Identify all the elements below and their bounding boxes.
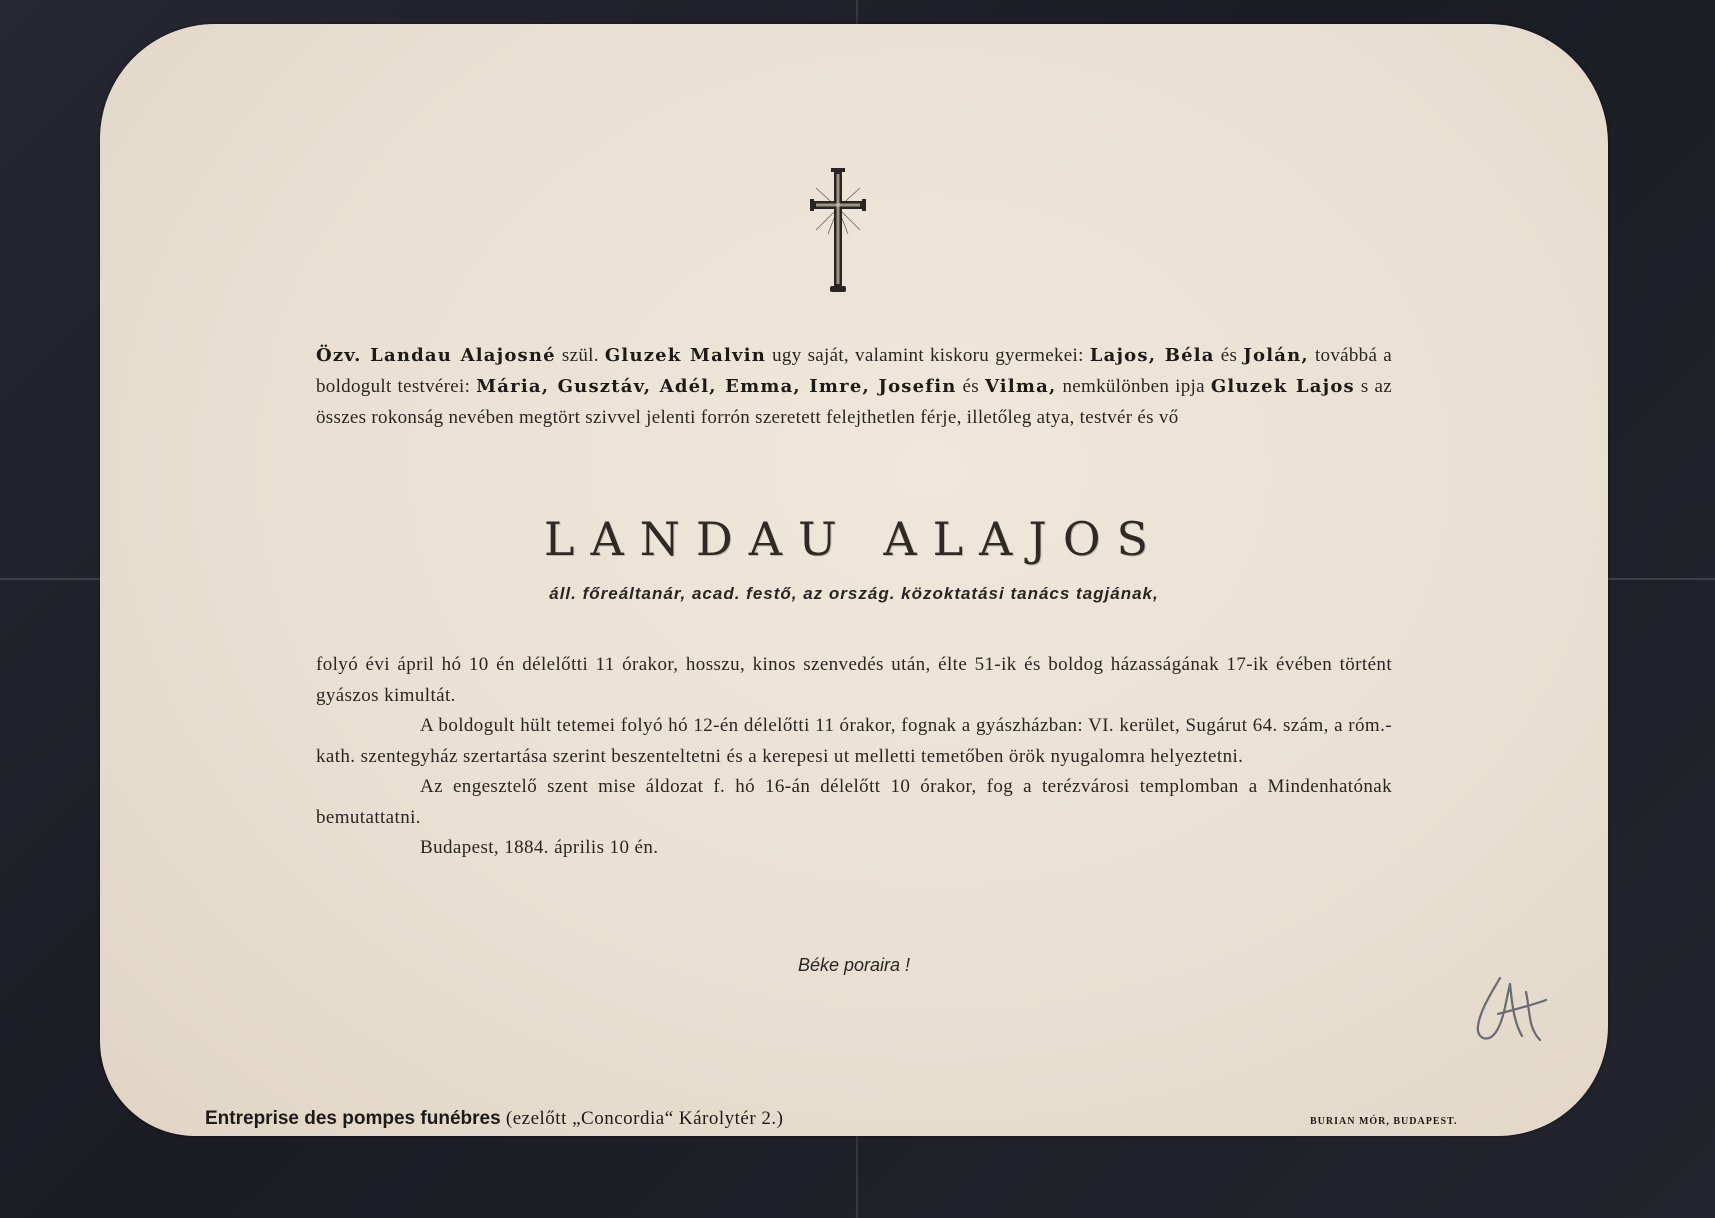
intro-text: s az összes rokonság nevében megtört szivvel jelenti forrón szeretett felejthetlen férje, illetőleg atya, testvér és vő bbox=[316, 376, 1392, 428]
funeral-home-footer bbox=[205, 1108, 784, 1130]
intro-text: nemkülönben ipja bbox=[1056, 376, 1211, 397]
deceased-name: LANDAU ALAJOS bbox=[543, 512, 1165, 566]
intro-text: továbbá a boldogult testvérei: bbox=[316, 345, 1393, 397]
intro-text: szül. bbox=[555, 345, 605, 366]
name-widow: Özv. Landau Alajosné bbox=[316, 345, 556, 366]
funeral-home-name: Entreprise des pompes funébres bbox=[205, 1108, 501, 1129]
cross-icon bbox=[808, 168, 868, 294]
announcement-body bbox=[316, 650, 1392, 864]
intro-text: ugy saját, valamint kiskoru gyermekei: bbox=[766, 345, 1090, 366]
body-paragraph: A boldogult hült tetemei folyó hó 12-én délelőtti 11 órakor, fognak a gyászházban: VI. kerület, Sugárut 64. szám, a róm.-kath. szentegyház szertartása szerint beszenteltetni és a kerepesi ut melletti temetőben örök nyugalomra helyeztetni. bbox=[316, 715, 1392, 767]
name-siblings: Mária, Gusztáv, Adél, Emma, Imre, Josefin bbox=[476, 376, 957, 397]
printer-credit: BURIAN MÓR, BUDAPEST. bbox=[1310, 1116, 1458, 1127]
name-maiden: Gluzek Malvin bbox=[604, 345, 767, 366]
deceased-title: áll. főreáltanár, acad. festő, az ország. közoktatási tanács tagjának, bbox=[549, 584, 1159, 603]
date-line: Budapest, 1884. április 10 én. bbox=[420, 837, 659, 858]
name-sibling-last: Vilma, bbox=[984, 376, 1057, 397]
intro-text: és bbox=[1214, 345, 1244, 366]
name-children: Lajos, Béla bbox=[1089, 345, 1215, 366]
body-paragraph: folyó évi ápril hó 10 én délelőtti 11 órakor, hosszu, kinos szenvedés után, élte 51-ik és boldog házasságának 17-ik évében történt gyászos kimultát. bbox=[316, 654, 1392, 706]
name-daughter: Jolán, bbox=[1243, 345, 1309, 366]
intro-text: és bbox=[956, 376, 985, 397]
funeral-home-address: (ezelőtt „Concordia“ Károlytér 2.) bbox=[500, 1108, 784, 1129]
body-paragraph: Az engesztelő szent mise áldozat f. hó 16-án délelőtt 10 órakor, fog a terézvárosi templomban a Mindenhatónak bemutattatni. bbox=[316, 776, 1392, 828]
announcement-intro bbox=[316, 340, 1392, 433]
closing-line: Béke poraira ! bbox=[797, 955, 911, 975]
name-father-in-law: Gluzek Lajos bbox=[1210, 376, 1355, 397]
handwritten-mark bbox=[1470, 970, 1550, 1050]
